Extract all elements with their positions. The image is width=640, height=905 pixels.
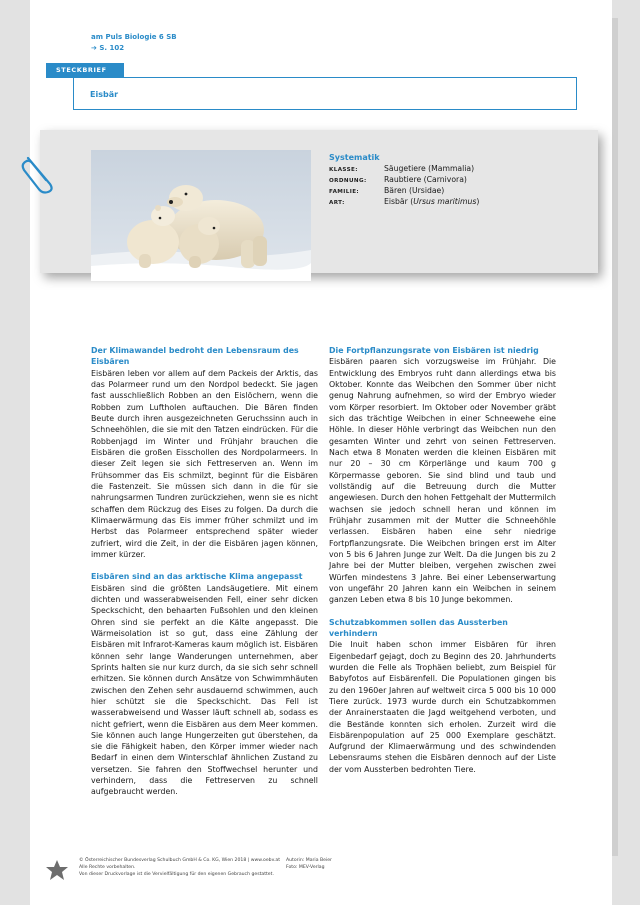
systematik-row-ordnung <box>329 175 579 186</box>
systematik-row-klasse <box>329 164 579 175</box>
series-title: am Puls Biologie 6 SB <box>91 33 177 41</box>
page-edge-shadow <box>612 18 618 856</box>
section-heading-anpassung: Eisbären sind an das arktische Klima angepasst <box>91 572 303 582</box>
systematik-box <box>329 153 579 208</box>
systematik-title: Systematik <box>329 153 380 162</box>
row-key: ART: <box>329 200 345 206</box>
row-value: Säugetiere (Mammalia) <box>384 164 475 173</box>
species-latin-name: Ursus maritimus <box>413 197 477 206</box>
section-heading-schutz: Schutzabkommen sollen das Aussterben verhindern <box>329 617 508 638</box>
row-value: Raubtiere (Carnivora) <box>384 175 467 184</box>
row-value: Bären (Ursidae) <box>384 186 445 195</box>
systematik-row-art <box>329 197 579 208</box>
paperclip-icon <box>20 152 56 194</box>
footer-copyright: © Österreichischer Bundesverlag Schulbuch GmbH & Co. KG, Wien 2018 | www.oebv.at Alle Rechte vorbehalten. Von dieser Druckvorlage ist die Vervielfältigung für den eigenen Gebrauch gestattet. <box>79 858 281 877</box>
footer-credits: Autorin: Maria Beier Foto: MEV-Verlag <box>286 858 332 870</box>
page-title: Eisbär <box>90 90 119 99</box>
section-heading-fortpflanzung: Die Fortpflanzungsrate von Eisbären ist niedrig <box>329 346 539 355</box>
row-key: KLASSE: <box>329 167 358 173</box>
row-key: FAMILIE: <box>329 189 360 195</box>
row-key: ORDNUNG: <box>329 178 367 184</box>
section-text-fortpflanzung: Eisbären paaren sich vorzugsweise im Frühjahr. Die Entwicklung des Embryos ruht dann allerdings etwa bis Oktober. Konnte das Weibchen den Sommer über nicht genug Nahrung aufnehmen, so wird der Embryo wieder vom Körper resorbiert. Im Oktober oder November gräbt sich das trächtige Weibchen in einer Schneewehe eine Höhle. In dieser Höhle verbringt das Weibchen nun den gesamten Winter und zehrt von seinen Fettreserven. Nach etwa 8 Monaten werden die kleinen Eisbären mit nur 20 – 30 cm Körperlänge und kaum 700 g Körpermasse geboren. Sie sind blind und taub und vollständig auf die Betreuung durch die Mutter angewiesen. Durch den hohen Fettgehalt der Muttermilch wachsen sie jedoch schnell heran und können im Frühjahr zusammen mit der Mutter die Schneehöhle verlassen. Eisbären haben eine sehr niedrige Fortpflanzungsrate. Die Weibchen bringen erst im Alter von 5 bis 6 Jahren Junge zur Welt. Da die Jungen bis zu 2 Jahre bei der Mutter bleiben, vergehen zwischen zwei Würfen mindestens 3 Jahre. Bei einer Lebenserwartung von ungefähr 20 Jahren kann ein Weibchen in seinem ganzen Leben etwa 8 bis 10 Junge bekommen. <box>329 357 557 605</box>
section-heading-klimawandel: Der Klimawandel bedroht den Lebensraum des Eisbären <box>91 346 299 367</box>
steckbrief-tag: STECKBRIEF <box>46 63 124 78</box>
systematik-row-familie <box>329 186 579 197</box>
polar-bear-photo <box>91 150 311 281</box>
section-text-anpassung: Eisbären sind die größten Landsäugetiere. Mit einem dichten und wasserabweisenden Fell, einer sehr dicken Speckschicht, den behaarten Fußsohlen und den kleinen Ohren sind sie perfekt an die Kälte angepasst. Die Wärmeisolation ist so gut, dass eine Zählung der Eisbären mit Infrarot-Kameras kaum möglich ist. Eisbären können sehr lange Wanderungen unternehmen, aber Sprints halten sie nur kurz durch, da sie sich sehr schnell erhitzen. Sie können durch Ansätze von Schwimmhäuten zwischen den Zehen sehr ausdauernd schwimmen, auch hier schützt sie die Speckschicht. Das Fell ist wasserabweisend und Wasser läuft schnell ab, sodass es nicht gefriert, wenn die Eisbären aus dem Meer kommen. Sie können auch lange Hungerzeiten gut überstehen, da sie die Fähigkeit haben, den Körper immer wieder nach Bedarf in einen dem Winterschlaf ähnlichen Zustand zu versetzen. Sie fahren den Stoffwechsel herunter und verhindern, dass die Fettreserven zu schnell aufgebraucht werden. <box>91 583 318 797</box>
left-column <box>91 345 318 809</box>
section-text-klimawandel: Eisbären leben vor allem auf dem Packeis der Arktis, das das Polarmeer rund um den Nordpol bedeckt. Sie jagen fast ausschließlich Robben an den Eislöchern, wenn die Robben zum Luftholen auftauchen. Die Bären finden Beute durch ihren ausgezeichneten Geruchssinn auch in Schneehöhlen, die sie mit den Tatzen eindrücken. Für die Robbenjagd im Winter und Frühjahr brauchen die Eisbären die großen Eisschollen des Nordpolarmeers. In dieser Zeit legen sie sich Fettreserven an. Wenn im Frühsommer das Eis schmilzt, beginnt für die Eisbären die Fastenzeit. Sie müssen sich dann in die für sie nahrungsarmen Tundren zurückziehen, wenn sie es nicht schaffen dem Rückzug des Eises zu folgen. Da durch die Klimaerwärmung das Eis immer früher schmilzt und im Herbst das Polarmeer entsprechend später wieder zufriert, wird die Zeit, in der die Eisbären jagen können, immer kürzer. <box>91 368 318 559</box>
section-text-schutz: Die Inuit haben schon immer Eisbären für ihren Eigenbedarf gejagt, doch zu Beginn des 20. Jahrhunderts wurden die Felle als Trophäen beliebt, zum Beispiel für Babyfotos auf Eisbärenfell. Die Populationen gingen bis zu den 1960er Jahren auf weltweit circa 5 000 bis 10 000 Tiere zurück. 1973 wurde durch ein Schutzabkommen der Anrainerstaaten die Jagd weitgehend verboten, und die Bestände konnten sich erholen. Zurzeit wird die Eisbärenpopulation auf 25 000 Exemplare geschätzt. Aufgrund der Klimaerwärmung und des schwindenden Lebensraums stehen die Eisbären dennoch auf der Liste der vom Aussterben bedrohten Tiere. <box>329 640 556 774</box>
right-column <box>329 345 556 786</box>
title-box <box>73 77 577 110</box>
book-reference <box>91 32 177 54</box>
page-reference: ➔ S. 102 <box>91 44 125 52</box>
row-value: Eisbär (Ursus maritimus) <box>384 197 480 206</box>
arrow-right-icon: ➔ <box>91 44 97 52</box>
publisher-logo-icon <box>44 858 70 884</box>
